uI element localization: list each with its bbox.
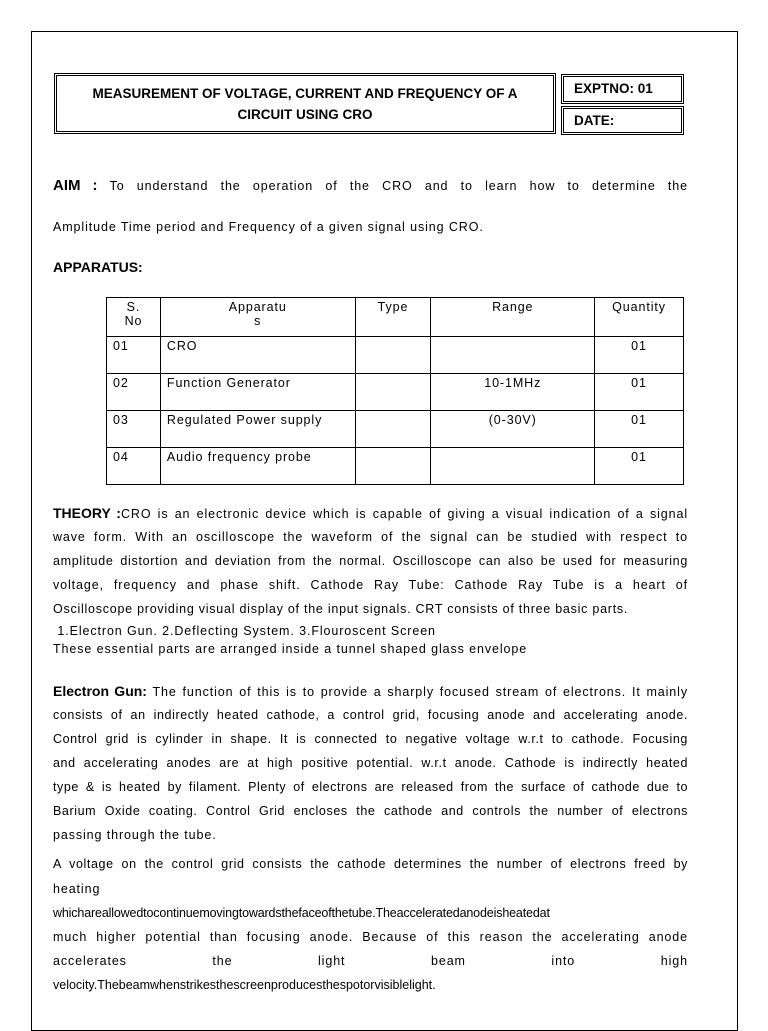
- experiment-title-box: [54, 73, 556, 134]
- cell-sno: 03: [107, 411, 161, 448]
- cell-range: [431, 337, 595, 374]
- header-apparatus: Apparatu s: [160, 298, 355, 337]
- electron-gun-line3: Control grid is cylinder in shape. It is connected to negative voltage w.r.t to cathode. Focusing: [53, 732, 688, 746]
- experiment-title-line2: CIRCUIT USING CRO: [237, 106, 373, 122]
- cell-range: [431, 448, 595, 485]
- theory-line7: These essential parts are arranged inside a tunnel shaped glass envelope: [53, 642, 528, 656]
- aim-line1: [53, 177, 688, 194]
- word: the: [212, 954, 233, 968]
- electron-gun-text-1: The function of this is to provide a sharply focused stream of electrons. It mainly: [152, 685, 688, 699]
- cell-apparatus: CRO: [160, 337, 355, 374]
- cell-type: [355, 411, 431, 448]
- electron-gun-line4: and accelerating anodes are at high positive potential. w.r.t anode. Cathode is indirectly heated: [53, 756, 688, 770]
- electron-gun-line1: [53, 683, 688, 699]
- theory-line3: amplitude distortion and deviation from the normal. Oscilloscope can also be used for measuring: [53, 554, 688, 568]
- cell-range: (0-30V): [431, 411, 595, 448]
- experiment-title-line1: MEASUREMENT OF VOLTAGE, CURRENT AND FREQUENCY OF A: [92, 85, 518, 101]
- apparatus-heading: [53, 259, 688, 275]
- cell-sno: 02: [107, 374, 161, 411]
- voltage-line5: [53, 954, 688, 968]
- cell-quantity: 01: [595, 448, 684, 485]
- cell-type: [355, 374, 431, 411]
- header-range: Range: [431, 298, 595, 337]
- cell-sno: 04: [107, 448, 161, 485]
- header-sno: S. No: [107, 298, 161, 337]
- theory-label: THEORY :: [53, 505, 121, 521]
- cell-type: [355, 448, 431, 485]
- aim-label: AIM :: [53, 177, 98, 194]
- table-row: [107, 411, 684, 448]
- aim-line2: Amplitude Time period and Frequency of a given signal using CRO.: [53, 220, 484, 234]
- voltage-line6: velocity.Thebeamwhenstrikesthescreenproducesthespotorvisiblelight.: [53, 978, 436, 992]
- word: accelerates: [53, 954, 127, 968]
- electron-gun-line7: passing through the tube.: [53, 828, 217, 842]
- word: beam: [430, 954, 466, 968]
- voltage-line3: whichareallowedtocontinuemovingtowardsthefaceofthetube.Theacceleratedanodeisheatedat: [53, 906, 550, 920]
- electron-gun-label: Electron Gun:: [53, 683, 147, 699]
- cell-quantity: 01: [595, 374, 684, 411]
- word: high: [660, 954, 688, 968]
- word: light: [318, 954, 346, 968]
- table-row: [107, 337, 684, 374]
- apparatus-table: [106, 297, 684, 485]
- voltage-line4: much higher potential than focusing anode. Because of this reason the accelerating anode: [53, 930, 688, 944]
- cell-range: 10-1MHz: [431, 374, 595, 411]
- theory-line2: wave form. With an oscilloscope the waveform of the signal can be studied with respect to: [53, 530, 688, 544]
- table-header-row: [107, 298, 684, 337]
- theory-line4: voltage, frequency and phase shift. Cathode Ray Tube: Cathode Ray Tube is a heart of: [53, 578, 688, 592]
- voltage-line2: heating: [53, 882, 101, 896]
- cell-apparatus: Function Generator: [160, 374, 355, 411]
- header-type: Type: [355, 298, 431, 337]
- apparatus-label: APPARATUS:: [53, 259, 143, 275]
- table-row: [107, 448, 684, 485]
- word: into: [551, 954, 576, 968]
- theory-line1: [53, 505, 688, 521]
- voltage-line1: A voltage on the control grid consists the cathode determines the number of electrons freed by: [53, 857, 688, 871]
- experiment-number: EXPTNO: 01: [561, 74, 684, 104]
- electron-gun-line2: consists of an indirectly heated cathode, a control grid, focusing anode and accelerating anode.: [53, 708, 688, 722]
- electron-gun-line5: type & is heated by filament. Plenty of electrons are released from the surface of cathode due to: [53, 780, 688, 794]
- cell-apparatus: Regulated Power supply: [160, 411, 355, 448]
- electron-gun-line6: Barium Oxide coating. Control Grid encloses the cathode and controls the number of electrons: [53, 804, 688, 818]
- table-row: [107, 374, 684, 411]
- cell-apparatus: Audio frequency probe: [160, 448, 355, 485]
- aim-text-1: To understand the operation of the CRO and to learn how to determine the: [109, 179, 688, 193]
- theory-text-1: CRO is an electronic device which is capable of giving a visual indication of a signal: [120, 507, 688, 521]
- theory-line6: 1.Electron Gun. 2.Deflecting System. 3.Flouroscent Screen: [53, 624, 436, 638]
- header-quantity: Quantity: [595, 298, 684, 337]
- cell-quantity: 01: [595, 411, 684, 448]
- theory-line5: Oscilloscope providing visual display of the input signals. CRT consists of three basic parts.: [53, 602, 629, 616]
- cell-type: [355, 337, 431, 374]
- cell-sno: 01: [107, 337, 161, 374]
- date-field: DATE:: [561, 106, 684, 135]
- cell-quantity: 01: [595, 337, 684, 374]
